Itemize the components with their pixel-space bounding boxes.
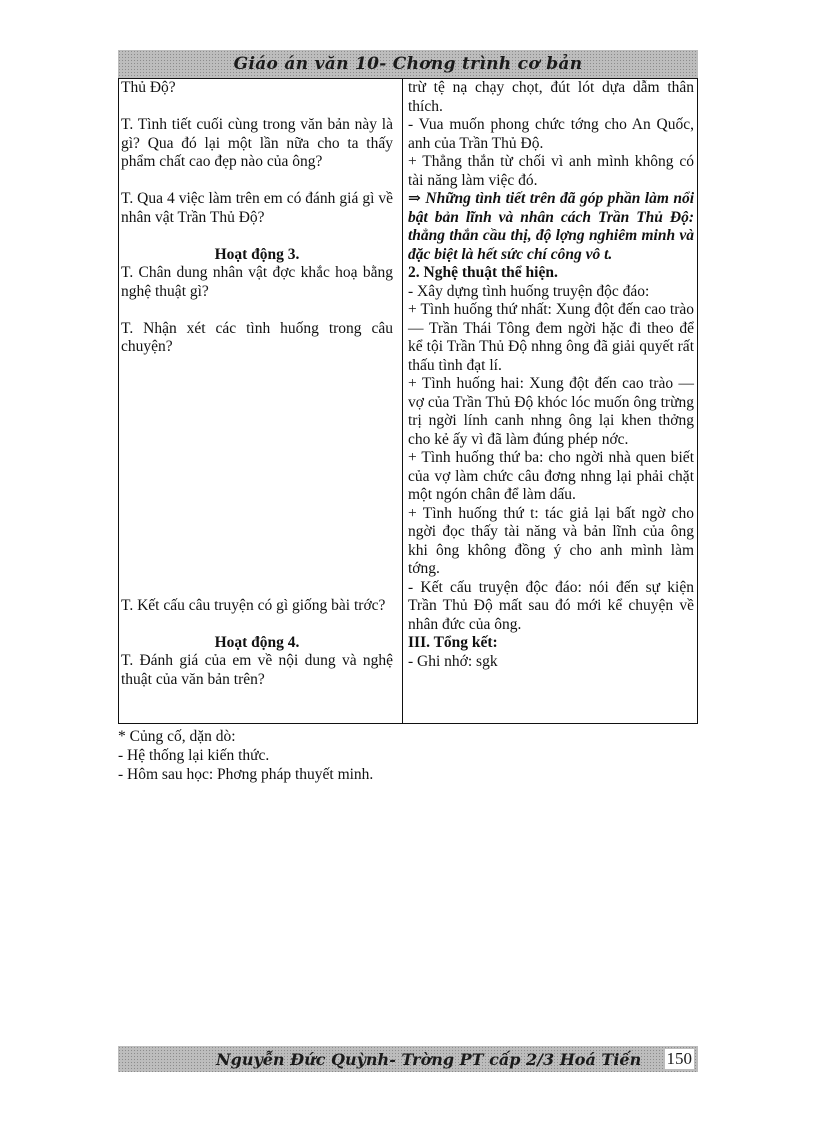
right-paragraph: + Tình huống thứ ba: cho ngời nhà quen biết của vợ làm chức câu đơng nhng lại phải chặt một ngón chân để làm dấu. bbox=[408, 449, 694, 503]
left-paragraph: T. Đánh giá của em về nội dung và nghệ thuật của văn bản trên? bbox=[121, 652, 393, 688]
teacher-questions-column bbox=[121, 79, 393, 689]
right-section-title: 2. Nghệ thuật thể hiện. bbox=[408, 264, 558, 281]
left-paragraph: T. Qua 4 việc làm trên em có đánh giá gì về nhân vật Trần Thủ Độ? bbox=[121, 190, 393, 226]
page-footer bbox=[118, 1046, 698, 1072]
lesson-table bbox=[118, 78, 698, 724]
left-gap bbox=[121, 98, 393, 117]
right-section-title: III. Tổng kết: bbox=[408, 634, 498, 651]
right-paragraph: + Thẳng thắn từ chối vì anh mình không có tài năng làm việc đó. bbox=[408, 153, 694, 189]
right-paragraph: trừ tệ nạ chạy chọt, đút lót dựa dẫm thân thích. bbox=[408, 79, 694, 115]
left-gap bbox=[121, 227, 393, 246]
left-paragraph: T. Chân dung nhân vật đợc khắc hoạ bằng nghệ thuật gì? bbox=[121, 264, 393, 300]
left-spacer bbox=[121, 357, 393, 597]
lesson-notes bbox=[118, 727, 698, 784]
left-paragraph: T. Tình tiết cuối cùng trong văn bản này là gì? Qua đó lại một lần nữa cho ta thấy phẩm chất cao đẹp nào của ông? bbox=[121, 116, 393, 170]
left-gap bbox=[121, 301, 393, 320]
right-paragraph: + Tình huống thứ nhất: Xung đột đến cao trào — Trần Thái Tông đem ngời hặc đi theo để kể tội Trần Thủ Độ nhng ông đã giải quyết rất thấu tình đạt lí. bbox=[408, 301, 694, 374]
right-paragraph: - Vua muốn phong chức tớng cho An Quốc, anh của Trần Thủ Độ. bbox=[408, 116, 694, 152]
right-paragraph: - Ghi nhớ: sgk bbox=[408, 652, 498, 670]
header-title: Giáo án văn 10- Chơng trình cơ bản bbox=[233, 54, 583, 74]
footer-author: Nguyễn Đức Quỳnh- Trờng PT cấp 2/3 Hoá Tiến bbox=[216, 1049, 642, 1069]
left-gap bbox=[121, 615, 393, 634]
note-line: - Hệ thống lại kiến thức. bbox=[118, 747, 270, 764]
right-paragraph: - Xây dựng tình huống truyện độc đáo: bbox=[408, 282, 650, 300]
right-paragraph: + Tình huống hai: Xung đột đến cao trào — vợ của Trần Thủ Độ khóc lóc muốn ông trừng trị ngời lính canh nhng ông lại khen thởng cho kẻ ấy vì đã làm đúng phép nớc. bbox=[408, 375, 694, 448]
left-heading: Hoạt động 3. bbox=[214, 245, 300, 263]
right-paragraph: - Kết cấu truyện độc đáo: nói đến sự kiện Trần Thủ Độ mất sau đó mới kể chuyện về nhân đức của ông. bbox=[408, 578, 694, 633]
page-header bbox=[118, 50, 698, 78]
note-line: * Củng cố, dặn dò: bbox=[118, 728, 236, 745]
left-paragraph: Thủ Độ? bbox=[121, 79, 176, 96]
left-paragraph: T. Kết cấu câu truyện có gì giống bài trớc? bbox=[121, 596, 386, 614]
right-conclusion: ⇒ Những tình tiết trên đã góp phần làm nổi bật bản lĩnh và nhân cách Trần Thủ Độ: thẳng thắn cầu thị, độ lợng nghiêm minh và đặc biệt là hết sức chí công vô t. bbox=[408, 190, 694, 263]
left-heading: Hoạt động 4. bbox=[214, 633, 300, 651]
page-number: 150 bbox=[666, 1049, 692, 1068]
right-paragraph: + Tình huống thứ t: tác giả lại bất ngờ cho ngời đọc thấy tài năng và bản lĩnh của ông khi ông không đồng ý cho anh mình làm tớng. bbox=[408, 504, 694, 577]
left-paragraph: T. Nhận xét các tình huống trong câu chuyện? bbox=[121, 319, 393, 355]
content-notes-column bbox=[408, 79, 694, 671]
column-divider bbox=[402, 79, 403, 723]
left-gap bbox=[121, 172, 393, 191]
note-line: - Hôm sau học: Phơng pháp thuyết minh. bbox=[118, 766, 374, 783]
